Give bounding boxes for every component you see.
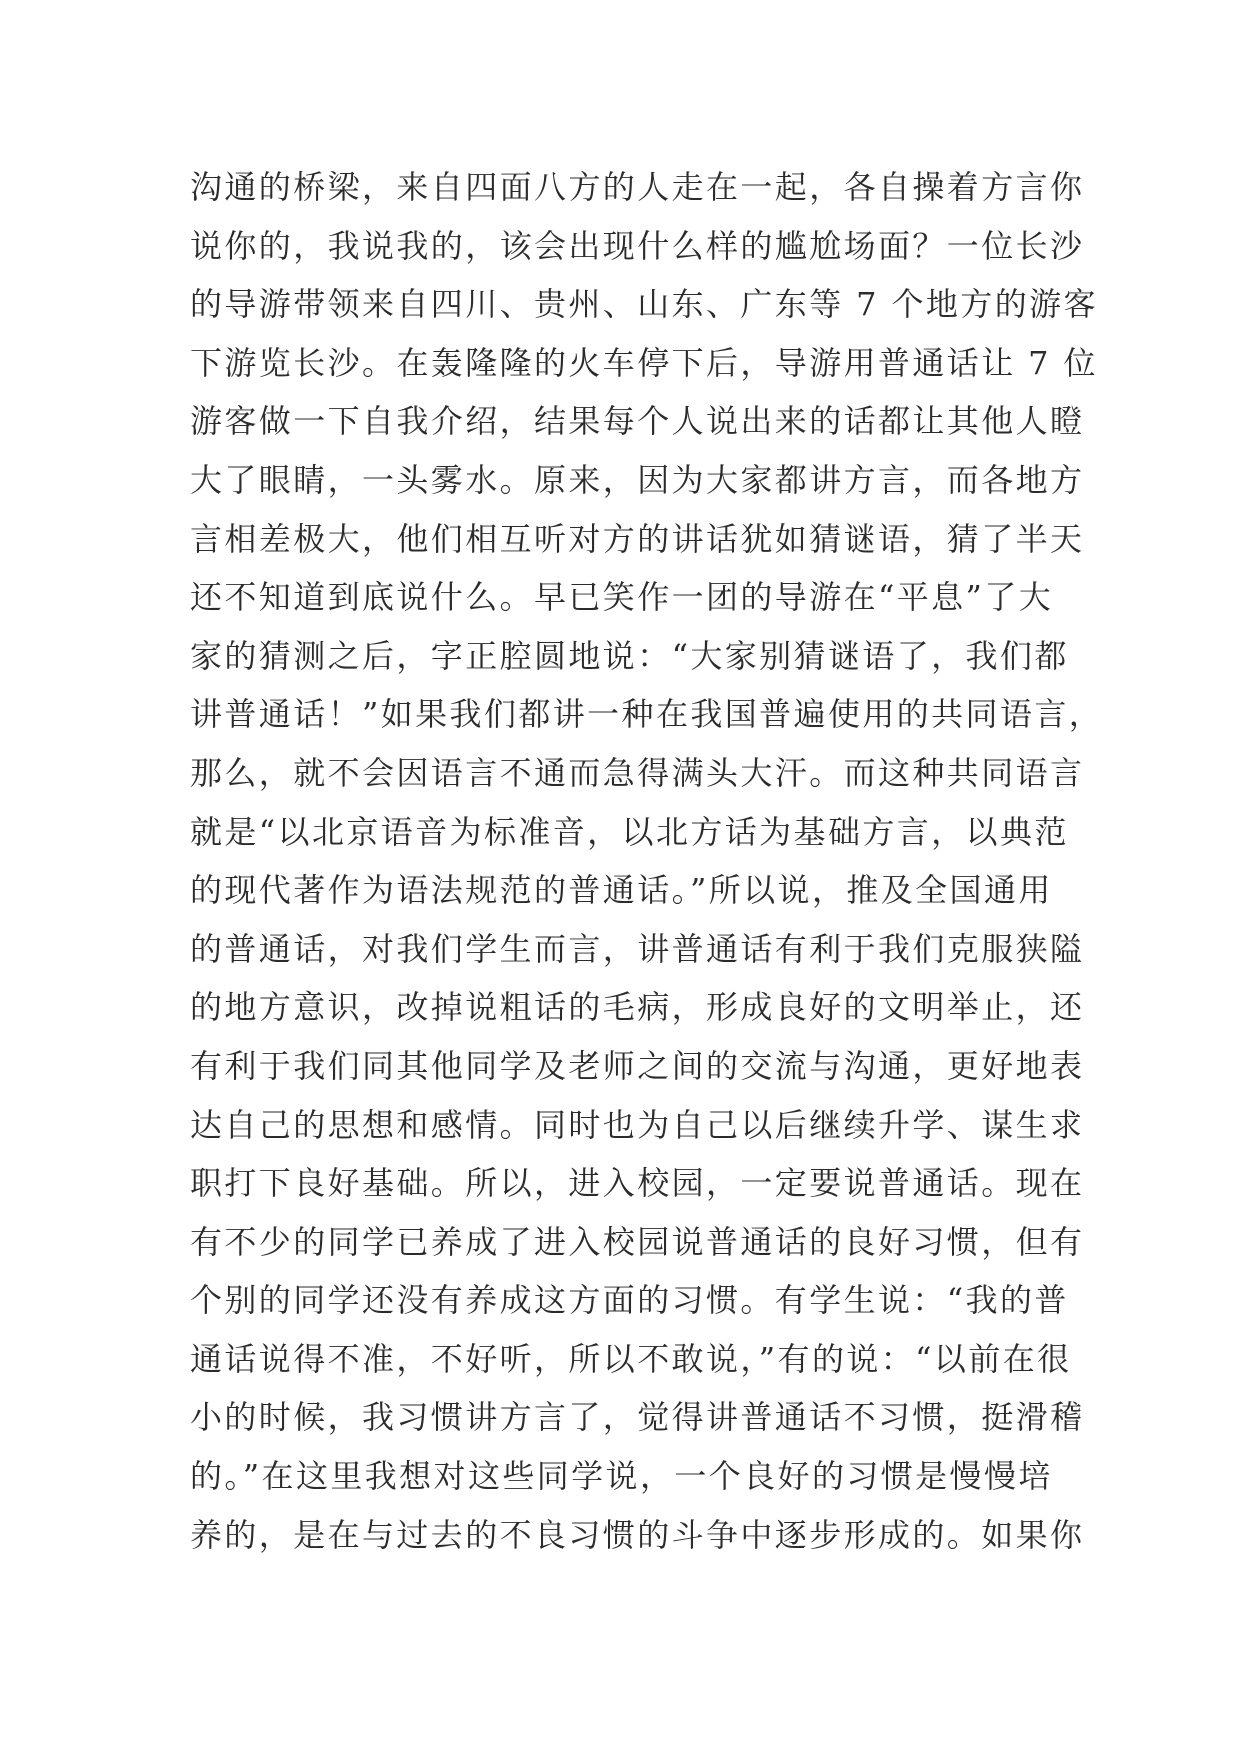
text-line: 大了眼睛，一头雾水。原来，因为大家都讲方言，而各地方: [190, 460, 1085, 499]
text-line: 有利于我们同其他同学及老师之间的交流与沟通，更好地表: [190, 1046, 1085, 1085]
text-line: 有不少的同学已养成了进入校园说普通话的良好习惯，但有: [190, 1222, 1085, 1261]
text-line: 通话说得不准，不好听，所以不敢说，”有的说：“以前在很: [190, 1339, 1072, 1378]
text-line: 的普通话，对我们学生而言，讲普通话有利于我们克服狭隘: [190, 929, 1085, 968]
text-line: 言相差极大，他们相互听对方的讲话犹如猜谜语，猜了半天: [190, 519, 1085, 558]
text-line: 那么，就不会因语言不通而急得满头大汗。而这种共同语言: [190, 753, 1085, 792]
text-line: 下游览长沙。在轰隆隆的火车停下后，导游用普通话让 7 位: [190, 343, 1098, 382]
text-line: 职打下良好基础。所以，进入校园，一定要说普通话。现在: [190, 1164, 1085, 1203]
text-line: 说你的，我说我的，该会出现什么样的尴尬场面？一位长沙: [190, 226, 1085, 265]
text-line: 就是“以北京语音为标准音，以北方话为基础方言，以典范: [190, 812, 1069, 851]
text-line: 个别的同学还没有养成这方面的习惯。有学生说：“我的普: [190, 1281, 1069, 1320]
body-paragraph: [190, 158, 1104, 1564]
text-line: 游客做一下自我介绍，结果每个人说出来的话都让其他人瞪: [190, 402, 1085, 441]
text-line: 沟通的桥梁，来自四面八方的人走在一起，各自操着方言你: [190, 168, 1085, 206]
text-line: 的现代著作为语法规范的普通话。”所以说，推及全国通用: [190, 871, 1053, 910]
text-line: 家的猜测之后，字正腔圆地说：“大家别猜谜语了，我们都: [190, 636, 1069, 675]
text-line: 达自己的思想和感情。同时也为自己以后继续升学、谋生求: [190, 1105, 1085, 1144]
text-line: 讲普通话！”如果我们都讲一种在我国普遍使用的共同语言，: [190, 695, 1104, 734]
text-line: 还不知道到底说什么。早已笑作一团的导游在“平息”了大: [190, 578, 1054, 617]
text-line: 养的，是在与过去的不良习惯的斗争中逐步形成的。如果你: [190, 1515, 1085, 1554]
text-line: 的导游带领来自四川、贵州、山东、广东等 7 个地方的游客: [190, 285, 1098, 324]
text-line: 的地方意识，改掉说粗话的毛病，形成良好的文明举止，还: [190, 988, 1085, 1027]
text-line: 小的时候，我习惯讲方言了，觉得讲普通话不习惯，挺滑稽: [190, 1398, 1085, 1437]
text-line: 的。”在这里我想对这些同学说，一个良好的习惯是慢慢培: [190, 1457, 1053, 1496]
